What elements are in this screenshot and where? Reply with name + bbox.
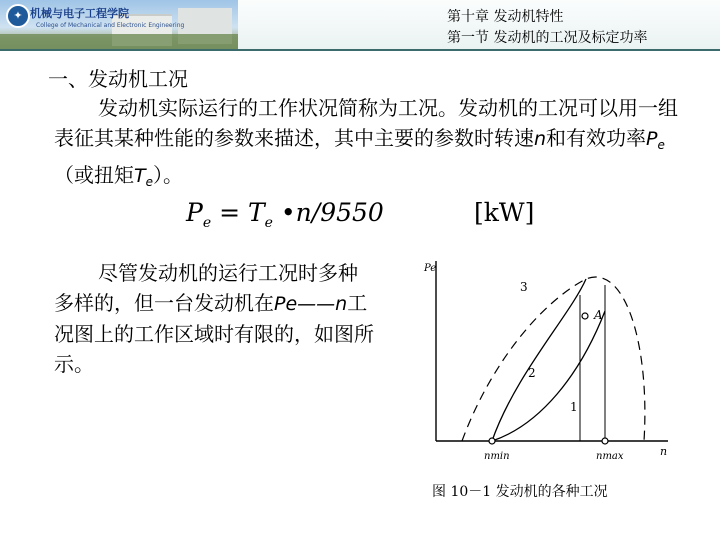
curve-3 [462, 277, 645, 441]
paragraph-text: ）。 [153, 163, 183, 187]
formula-sub: e [202, 215, 212, 231]
formula-equals: = [219, 198, 241, 227]
slide-header [0, 0, 720, 50]
x-axis-label: n [660, 445, 668, 458]
school-banner [0, 0, 238, 50]
chapter-title: 第十章 发动机特性 [447, 9, 564, 25]
paragraph-text: 和有效功率 [546, 126, 647, 150]
nmax-label: nmax [596, 451, 624, 462]
y-axis-label: Pe [424, 263, 437, 274]
point-A-marker [582, 313, 588, 319]
figure-paragraph [54, 258, 374, 379]
formula-P: P [186, 198, 203, 227]
formula-sub: e [264, 215, 273, 231]
symbol-n: n [534, 128, 547, 150]
curve-1-upper [492, 279, 586, 441]
paragraph-text: 尽管发动机的运行工况时多种多样的，但一台发动机在 [54, 261, 358, 315]
power-formula [186, 198, 384, 231]
curve-2 [492, 311, 605, 441]
nmin-point [489, 438, 495, 444]
symbol-T: T [134, 165, 146, 187]
curve-1-label: 1 [570, 400, 578, 414]
paragraph-text: 发动机实际运行的工作状况简称为工况。发动机的工况可以用一组表征其某种性能的参数来描述，其中主要的参数时转速 [54, 96, 678, 150]
point-A-label: A [594, 308, 603, 322]
curve-2-label: 2 [528, 366, 536, 380]
paragraph-text: 工况图上的工作区域时有限的，如图所示。 [54, 291, 374, 376]
formula-unit: [kW] [474, 198, 535, 227]
school-logo-icon: ✦ [6, 4, 30, 28]
section-title: 第一节 发动机的工况及标定功率 [447, 30, 648, 46]
section-heading: 一、发动机工况 [48, 67, 188, 91]
paragraph-text: （或扭矩 [54, 163, 134, 187]
operating-conditions-figure [420, 255, 690, 505]
pe-n-label: Pe——n [274, 293, 348, 315]
symbol-P: P [646, 128, 658, 150]
school-english-name: College of Mechanical and Electronic Engineering [36, 22, 185, 29]
intro-paragraph [54, 93, 684, 197]
nmax-point [602, 438, 608, 444]
school-name: 机械与电子工程学院 [30, 7, 129, 20]
subscript-e: e [657, 138, 665, 152]
trees-graphic [0, 34, 238, 50]
subscript-e: e [145, 175, 153, 189]
formula-T: T [247, 198, 265, 227]
nmin-label: nmin [484, 451, 510, 462]
header-divider [0, 49, 720, 51]
formula-dot: • [280, 198, 296, 227]
curve-3-label: 3 [520, 280, 528, 294]
formula-rest: n/9550 [295, 198, 384, 227]
figure-caption: 图 10－1 发动机的各种工况 [432, 484, 608, 500]
